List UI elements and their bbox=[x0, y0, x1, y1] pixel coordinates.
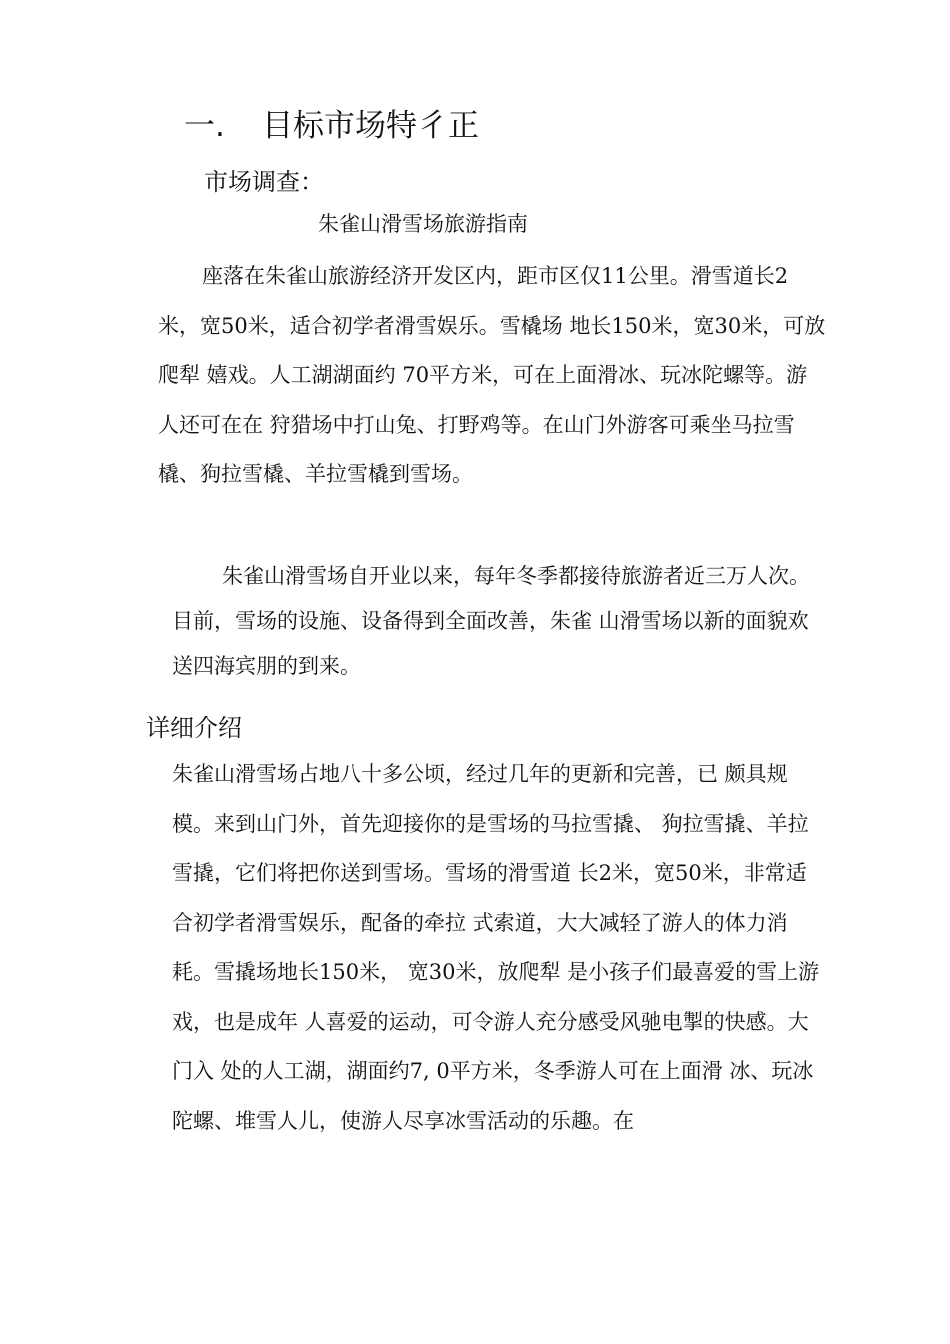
intro-paragraph: 座落在朱雀山旅游经济开发区内，距市区仅11公里。滑雪道长2米，宽50米，适合初学者滑雪娱乐。雪橇场 地长150米，宽30米，可放爬犁 嬉戏。人工湖湖面约 70平方米，可在上面滑冰、玩冰陀螺等。游人还可在在 狩猎场中打山兔、打野鸡等。在山门外游客可乘坐马拉雪 橇、狗拉雪橇、羊拉雪橇到雪场。 bbox=[158, 264, 826, 486]
details-heading: 详细介绍 bbox=[146, 714, 242, 742]
section-number: 一. bbox=[184, 108, 225, 144]
subsection-heading: 市场调查： bbox=[204, 168, 324, 196]
guide-title: 朱雀山滑雪场旅游指南 bbox=[318, 212, 528, 236]
section-title: 目标市场特彳正 bbox=[262, 108, 479, 144]
details-paragraph: 朱雀山滑雪场占地八十多公顷，经过几年的更新和完善，已 颇具规模。来到山门外，首先迎接你的是雪场的马拉雪撬、 狗拉雪撬、羊拉雪撬，它们将把你送到雪场。雪场的滑雪道 长2米，宽50米，非常适合初学者滑雪娱乐，配备的牵拉 式索道，大大减轻了游人的体力消耗。雪撬场地长150米， 宽30米，放爬犁 是小孩子们最喜爱的雪上游戏，也是成年 人喜爱的运动，可令游人充分感受风驰电掣的快感。大门入 处的人工湖，湖面约7, 0平方米，冬季游人可在上面滑 冰、玩冰陀螺、堆雪人儿，使游人尽享冰雪活动的乐趣。在 bbox=[172, 762, 820, 1133]
history-paragraph: 朱雀山滑雪场自开业以来，每年冬季都接待旅游者近三万人次。目前，雪场的设施、设备得到全面改善，朱雀 山滑雪场以新的面貌欢送四海宾朋的到来。 bbox=[172, 564, 810, 678]
section-heading bbox=[184, 102, 479, 150]
